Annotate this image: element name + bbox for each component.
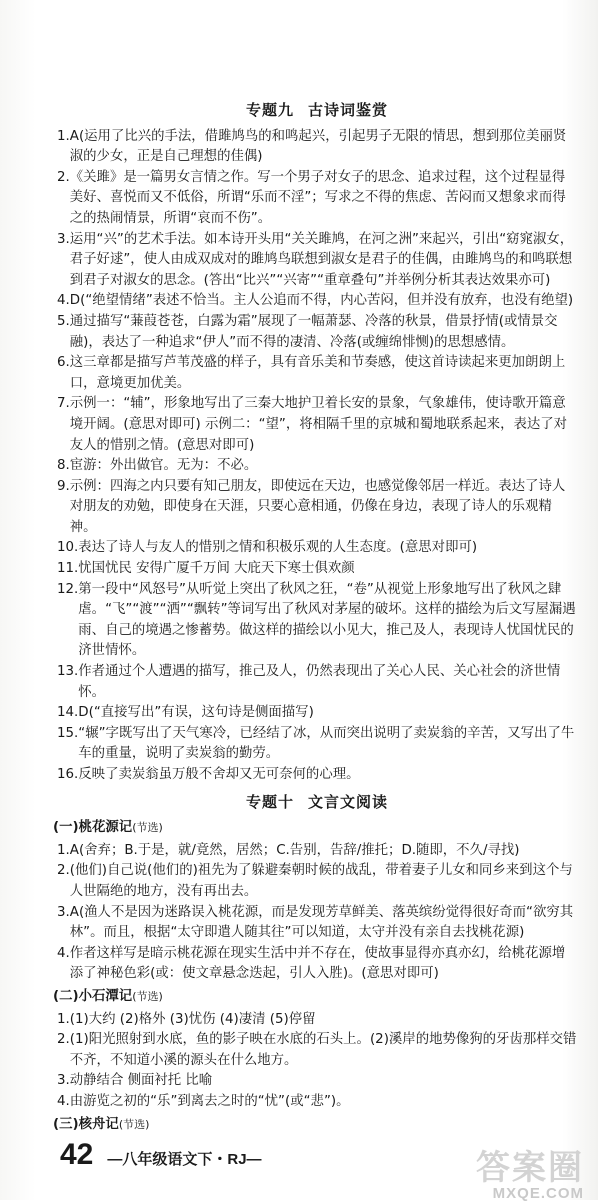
section-10-title: 专题十 文言文阅读 [245,792,389,811]
subsection-heading: (三)核舟记(节选) [53,1116,150,1132]
answer-number: 16. [57,767,79,782]
answer-number: 4. [57,945,70,961]
answer-item [57,1092,577,1113]
answer-text: A(渔人不是因为迷路误入桃花源，而是发现芳草鲜美、落英缤纷觉得很好奇而“欲穷其林”。而且，根据“太守即遣人随其往”可以知道，太守并没有亲自去找桃花源) [69,904,574,941]
answer-content [53,96,577,1137]
answer-text: 宦游：外出做官。无为：不必。 [69,458,258,474]
subsection-heading: (一)桃花源记(节选) [53,820,163,836]
answer-text: 这三章都是描写芦苇茂盛的样子，具有音乐美和节奏感，使这首诗读起来更加朗朗上口，意境更加优美。 [69,355,566,391]
answer-item [57,538,577,559]
answer-number: 1. [57,842,70,858]
answer-number: 3. [57,1073,70,1089]
answer-text: 运用“兴”的艺术手法。如本诗开头用“关关雎鸠，在河之洲”来起兴，引出“窈窕淑女，君子好逑”，使人由成双成对的雎鸠鸟联想到淑女是君子的佳偶，由雎鸠鸟的和鸣联想到君子对淑女的思念。(答出“比兴”“兴寄”“重章叠句”并举例分析其表达效果亦可) [69,231,574,288]
answer-text: (1)阳光照射到水底，鱼的影子映在水底的石头上。(2)溪岸的地势像狗的牙齿那样交错不齐，不知道小溪的源头在什么地方。 [69,1032,577,1068]
book-label: —八年级语文下・RJ— [107,1151,262,1168]
answer-item [57,662,577,703]
answer-text: 《关雎》是一篇男女言情之作。写一个男子对女子的思念、追求过程，这个过程显得美好、喜悦而又不低俗，所谓“乐而不淫”；写求之不得的焦虑、苦闷而又想象求而得之的热闹情景，所谓“哀而不伤”。 [69,169,566,226]
answer-number: 5. [57,313,70,329]
answer-text: D(“绝望情绪”表述不恰当。主人公追而不得，内心苦闷，但并没有放弃，也没有绝望) [69,293,574,309]
subsection-heading: (二)小石潭记(节选) [53,988,163,1004]
answer-text: (他们)自己说(他们的)祖先为了躲避秦朝时候的战乱，带着妻子儿女和同乡来到这个与人世隔绝的地方，没有再出去。 [69,863,573,899]
answer-text: 由游览之初的“乐”到离去之时的“忧”(或“悲”)。 [69,1093,350,1109]
page-footer [60,1138,262,1172]
subsection-2-answers [57,1010,577,1113]
answer-item [57,127,577,168]
answer-item [57,559,577,580]
answer-text: 表达了诗人与友人的惜别之情和积极乐观的人生态度。(意思对即可) [78,540,478,556]
answer-number: 2. [57,169,70,185]
answer-item [57,230,577,292]
answer-text: 示例：四海之内只要有知己朋友，即使远在天边，也感觉像邻居一样近。表达了诗人对朋友的劝勉，即使身在天涯，只要心意相通，仍像在身边，表现了诗人的乐观精神。 [69,478,566,535]
answer-number: 2. [57,1032,70,1048]
answer-number: 7. [57,396,70,412]
answer-item [57,1030,577,1071]
answer-text: D(“直接写出”有误，这句诗是侧面描写) [78,705,314,721]
answer-item [57,1010,577,1031]
answer-item [57,944,577,985]
answer-item [57,861,577,902]
answer-text: 动静结合 侧面衬托 比喻 [69,1073,213,1089]
answer-number: 12. [57,581,79,597]
answer-number: 4. [57,293,70,309]
answer-number: 3. [57,904,70,920]
answer-item [57,724,577,765]
answer-text: 第一段中“风怒号”从听觉上突出了秋风之狂，“卷”从视觉上形象地写出了秋风之肆虐。“飞”“渡”“洒”“飘转”等词写出了秋风对茅屋的破坏。这样的描绘为后文写屋漏遇雨、自己的境遇之惨蓄势。做这样的描绘以小见大，推己及人，表现诗人忧国忧民的济世情怀。 [78,581,576,659]
answer-item [57,394,577,456]
answer-number: 2. [57,863,70,879]
answer-number: 9. [57,478,70,494]
answer-item [57,841,577,862]
answer-item [57,291,577,312]
answer-text: 反映了卖炭翁虽万般不舍却又无可奈何的心理。 [78,767,360,782]
answer-item [57,168,577,230]
answer-item [57,580,577,662]
answer-number: 13. [57,664,79,680]
answer-item [57,903,577,944]
answer-number: 3. [57,231,70,247]
answer-text: 作者通过个人遭遇的描写，推己及人，仍然表现出了关心人民、关心社会的济世情怀。 [78,664,561,700]
answer-number: 15. [57,725,79,741]
watermark-logo: 答案圈 MXQE.COM [476,1149,584,1202]
section-9-answers [57,127,577,786]
answer-text: 示例一：“辅”，形象地写出了三秦大地护卫着长安的景象，气象雄伟，使诗歌开篇意境开阔。(意思对即可) 示例二：“望”，将相隔千里的京城和蜀地联系起来，表达了对友人的惜别之情。(意思对即可) [69,396,568,453]
subsection-1-answers [57,841,577,985]
answer-number: 8. [57,458,70,474]
answer-number: 6. [57,355,70,371]
answer-item [57,312,577,353]
answer-item [57,353,577,394]
answer-text: 通过描写“蒹葭苍苍，白露为霜”展现了一幅萧瑟、冷落的秋景，借景抒情(或情景交融)，表达了一种追求“伊人”而不得的凄清、冷落(或缠绵悱恻)的思想感情。 [69,313,558,350]
answer-text: A(舍弃；B.于是，就/竟然，居然；C.告别，告辞/推托；D.随即，不久/寻找) [69,842,520,858]
answer-item [57,1071,577,1092]
answer-number: 14. [57,705,79,721]
answer-item [57,456,577,477]
answer-text: (1)大约 (2)格外 (3)忧伤 (4)凄清 (5)停留 [69,1011,316,1027]
answer-number: 1. [57,1011,70,1027]
answer-number: 1. [57,128,70,144]
answer-item [57,477,577,539]
answer-number: 11. [57,561,79,577]
answer-item [57,703,577,724]
answer-item [57,765,577,786]
answer-text: “辗”字既写出了天气寒冷，已经结了冰，从而突出说明了卖炭翁的辛苦，又写出了牛车的重量，说明了卖炭翁的勤劳。 [78,725,575,762]
page-number: 42 [60,1138,94,1171]
answer-text: 忧国忧民 安得广厦千万间 大庇天下寒士俱欢颜 [78,561,355,577]
answer-number: 4. [57,1093,70,1109]
answer-text: 作者这样写是暗示桃花源在现实生活中并不存在，使故事显得亦真亦幻，给桃花源增添了神秘色彩(或：使文章悬念迭起，引人入胜)。(意思对即可) [69,945,566,982]
answer-number: 10. [57,540,79,556]
section-9-title: 专题九 古诗词鉴赏 [245,101,389,119]
answer-text: A(运用了比兴的手法，借雎鸠鸟的和鸣起兴，引起男子无限的情思，想到那位美丽贤淑的少女，正是自己理想的佳偶) [69,128,567,165]
